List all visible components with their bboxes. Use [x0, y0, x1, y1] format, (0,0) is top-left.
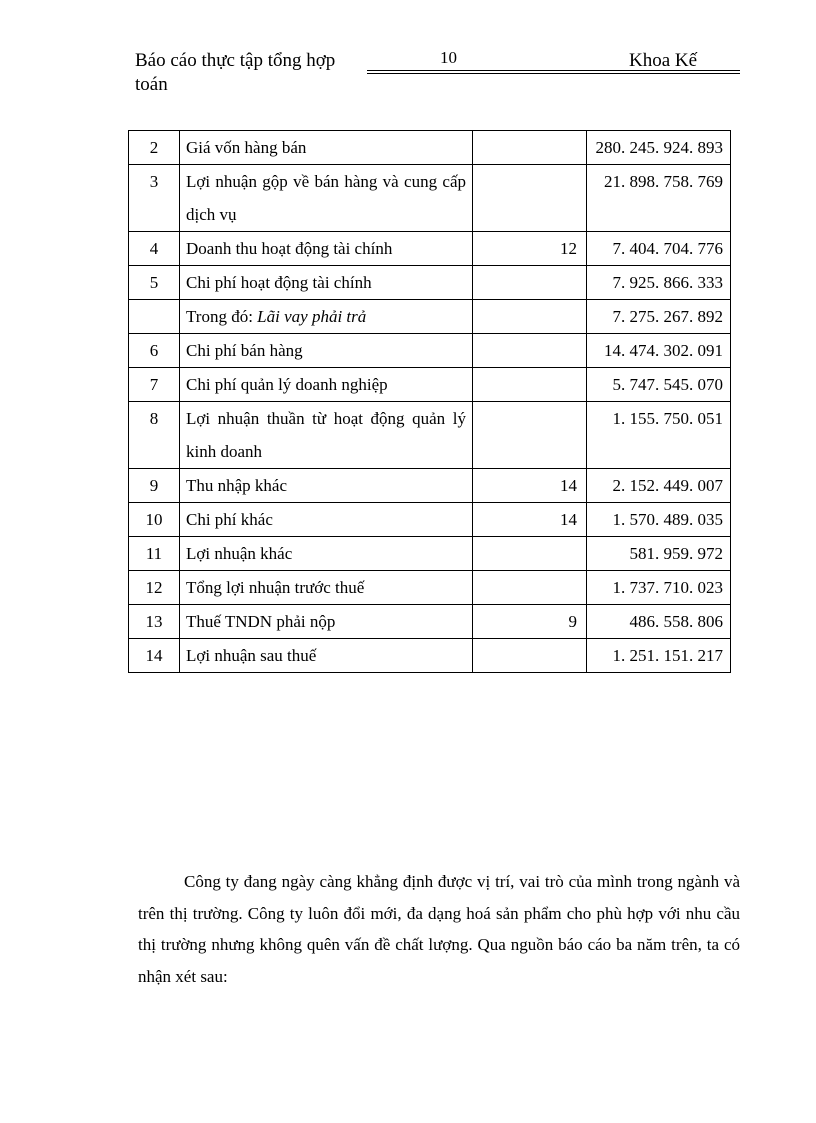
row-note	[473, 165, 587, 232]
table-row	[129, 232, 731, 266]
row-number: 8	[129, 402, 180, 469]
table-row	[129, 503, 731, 537]
row-note: 9	[473, 605, 587, 639]
row-note	[473, 300, 587, 334]
row-item: Chi phí quản lý doanh nghiệp	[180, 368, 473, 402]
table-row	[129, 537, 731, 571]
row-number: 3	[129, 165, 180, 232]
page-number: 10	[440, 48, 457, 67]
row-item-italic: Lãi vay phải trả	[257, 307, 367, 326]
header-title: Báo cáo thực tập tổng hợp	[135, 50, 336, 71]
row-number: 6	[129, 334, 180, 368]
row-item: Lợi nhuận sau thuế	[180, 639, 473, 673]
row-note	[473, 266, 587, 300]
row-value: 581. 959. 972	[587, 537, 731, 571]
row-value: 1. 737. 710. 023	[587, 571, 731, 605]
row-note	[473, 131, 587, 165]
row-value: 486. 558. 806	[587, 605, 731, 639]
row-value: 21. 898. 758. 769	[587, 165, 731, 232]
row-number: 12	[129, 571, 180, 605]
row-value: 14. 474. 302. 091	[587, 334, 731, 368]
table-row	[129, 605, 731, 639]
row-note	[473, 334, 587, 368]
row-value: 1. 155. 750. 051	[587, 402, 731, 469]
row-item: Tổng lợi nhuận trước thuế	[180, 571, 473, 605]
row-item	[180, 300, 473, 334]
row-number: 14	[129, 639, 180, 673]
row-number: 4	[129, 232, 180, 266]
row-value: 1. 570. 489. 035	[587, 503, 731, 537]
row-item: Thuế TNDN phải nộp	[180, 605, 473, 639]
row-item: Lợi nhuận khác	[180, 537, 473, 571]
row-number: 10	[129, 503, 180, 537]
row-item: Chi phí hoạt động tài chính	[180, 266, 473, 300]
table-row	[129, 334, 731, 368]
table-row	[129, 402, 731, 469]
row-value: 7. 404. 704. 776	[587, 232, 731, 266]
income-statement-table	[128, 130, 731, 673]
row-number	[129, 300, 180, 334]
row-value: 7. 925. 866. 333	[587, 266, 731, 300]
row-number: 11	[129, 537, 180, 571]
row-note	[473, 402, 587, 469]
header-department-continuation: toán	[135, 74, 168, 95]
row-item: Chi phí bán hàng	[180, 334, 473, 368]
row-item: Lợi nhuận gộp về bán hàng và cung cấp dịch vụ	[180, 165, 473, 232]
row-item: Thu nhập khác	[180, 469, 473, 503]
body-paragraph: Công ty đang ngày càng khẳng định được vị trí, vai trò của mình trong ngành và trên thị trường. Công ty luôn đổi mới, đa dạng hoá sản phẩm cho phù hợp với nhu cầu thị trường nhưng không quên vấn đề chất lượng. Qua nguồn báo cáo ba năm trên, ta có nhận xét sau:	[138, 872, 740, 986]
row-item: Doanh thu hoạt động tài chính	[180, 232, 473, 266]
table-row	[129, 165, 731, 232]
row-note: 14	[473, 469, 587, 503]
row-value: 7. 275. 267. 892	[587, 300, 731, 334]
header-rule-double	[367, 73, 740, 74]
row-item: Lợi nhuận thuần từ hoạt động quản lý kinh doanh	[180, 402, 473, 469]
row-note	[473, 537, 587, 571]
row-value: 2. 152. 449. 007	[587, 469, 731, 503]
row-note: 12	[473, 232, 587, 266]
table-row	[129, 639, 731, 673]
row-number: 5	[129, 266, 180, 300]
table-row	[129, 571, 731, 605]
table-row	[129, 300, 731, 334]
row-number: 9	[129, 469, 180, 503]
row-value: 1. 251. 151. 217	[587, 639, 731, 673]
header-rule	[367, 70, 740, 71]
row-number: 13	[129, 605, 180, 639]
table-row	[129, 131, 731, 165]
row-item: Chi phí khác	[180, 503, 473, 537]
row-note	[473, 368, 587, 402]
table-row	[129, 469, 731, 503]
row-value: 280. 245. 924. 893	[587, 131, 731, 165]
row-value: 5. 747. 545. 070	[587, 368, 731, 402]
row-number: 7	[129, 368, 180, 402]
row-note	[473, 571, 587, 605]
row-item-prefix: Trong đó:	[186, 307, 258, 326]
table-row	[129, 368, 731, 402]
row-note: 14	[473, 503, 587, 537]
row-note	[473, 639, 587, 673]
page-header	[135, 50, 740, 72]
table-row	[129, 266, 731, 300]
row-item: Giá vốn hàng bán	[180, 131, 473, 165]
header-department: Khoa Kế	[629, 50, 698, 71]
row-number: 2	[129, 131, 180, 165]
